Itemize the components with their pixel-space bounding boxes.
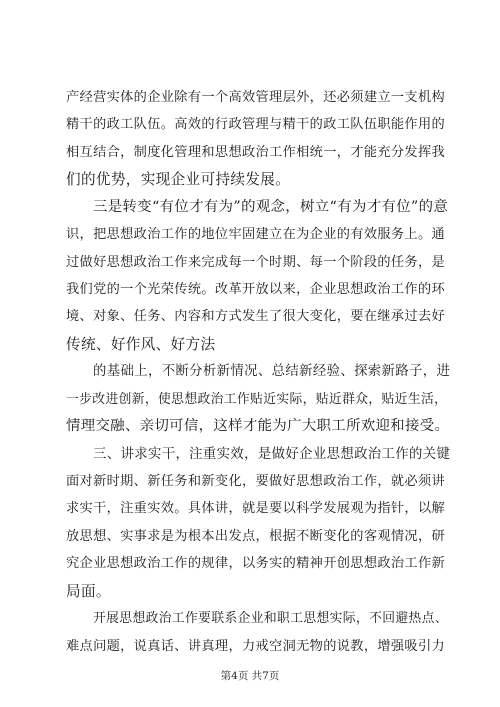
paragraph-3-line-3: 情理交融、亲切可信，这样才能为广大职工所欢迎和接受。 bbox=[66, 418, 450, 435]
paragraph-3-line-2: 一步改进创新，使思想政治工作贴近实际，贴近群众，贴近生活， bbox=[66, 391, 448, 407]
paragraph-2-line-6: 传统、好作风、好方法 bbox=[66, 335, 216, 353]
paragraph-2-line-1: 三是转变“有位才有为”的观念，树立“有为才有位”的意 bbox=[93, 198, 449, 215]
paragraph-1-line-4: 们的优势，实现企业可持续发展。 bbox=[66, 171, 291, 189]
paragraph-4-line-1: 三、讲求实干，注重实效，是做好企业思想政治工作的关键 bbox=[93, 446, 451, 462]
paragraph-1-line-1: 产经营实体的企业除有一个高效管理层外，还必须建立一支机构 bbox=[66, 90, 446, 105]
paragraph-2-line-5: 境、对象、任务、内容和方式发生了很大变化，要在继承过去好 bbox=[66, 309, 446, 325]
paragraph-2-line-4: 我们党的一个光荣传统。改革开放以来，企业思想政治工作的环 bbox=[66, 282, 446, 297]
paragraph-2-line-2: 识，把思想政治工作的地位牢固建立在为企业的有效服务上。通 bbox=[66, 227, 446, 243]
paragraph-4-line-2: 面对新时期、新任务和新变化，要做好思想政治工作，就必须讲 bbox=[66, 474, 446, 489]
paragraph-4-line-4: 放思想、实事求是为根本出发点，根据不断变化的客观情况，研 bbox=[66, 528, 446, 544]
paragraph-5-line-2: 难点问题，说真话、讲真理，力戒空洞无物的说教，增强吸引力 bbox=[66, 638, 446, 654]
paragraph-2-line-3: 过做好思想政治工作来完成每一个时期、每一个阶段的任务，是 bbox=[66, 254, 446, 270]
paragraph-4-line-6: 局面。 bbox=[66, 582, 111, 600]
paragraph-1-line-3: 相互结合，制度化管理和思想政治工作相统一，才能充分发挥我 bbox=[66, 144, 446, 160]
page-number-footer: 第4页 共7页 bbox=[220, 670, 280, 682]
paragraph-3-line-1: 的基础上，不断分析新情况、总结新经验、探索新路子，进 bbox=[93, 364, 451, 380]
paragraph-5-line-1: 开展思想政治工作要联系企业和职工思想实际，不回避热点、 bbox=[93, 611, 448, 627]
paragraph-4-line-3: 求实干，注重实效。具体讲，就是要以科学发展观为指针，以解 bbox=[66, 501, 446, 517]
paragraph-1-line-2: 精干的政工队伍。高效的行政管理与精干的政工队伍职能作用的 bbox=[66, 117, 446, 133]
paragraph-4-line-5: 究企业思想政治工作的规律，以务实的精神开创思想政治工作新 bbox=[66, 556, 446, 572]
